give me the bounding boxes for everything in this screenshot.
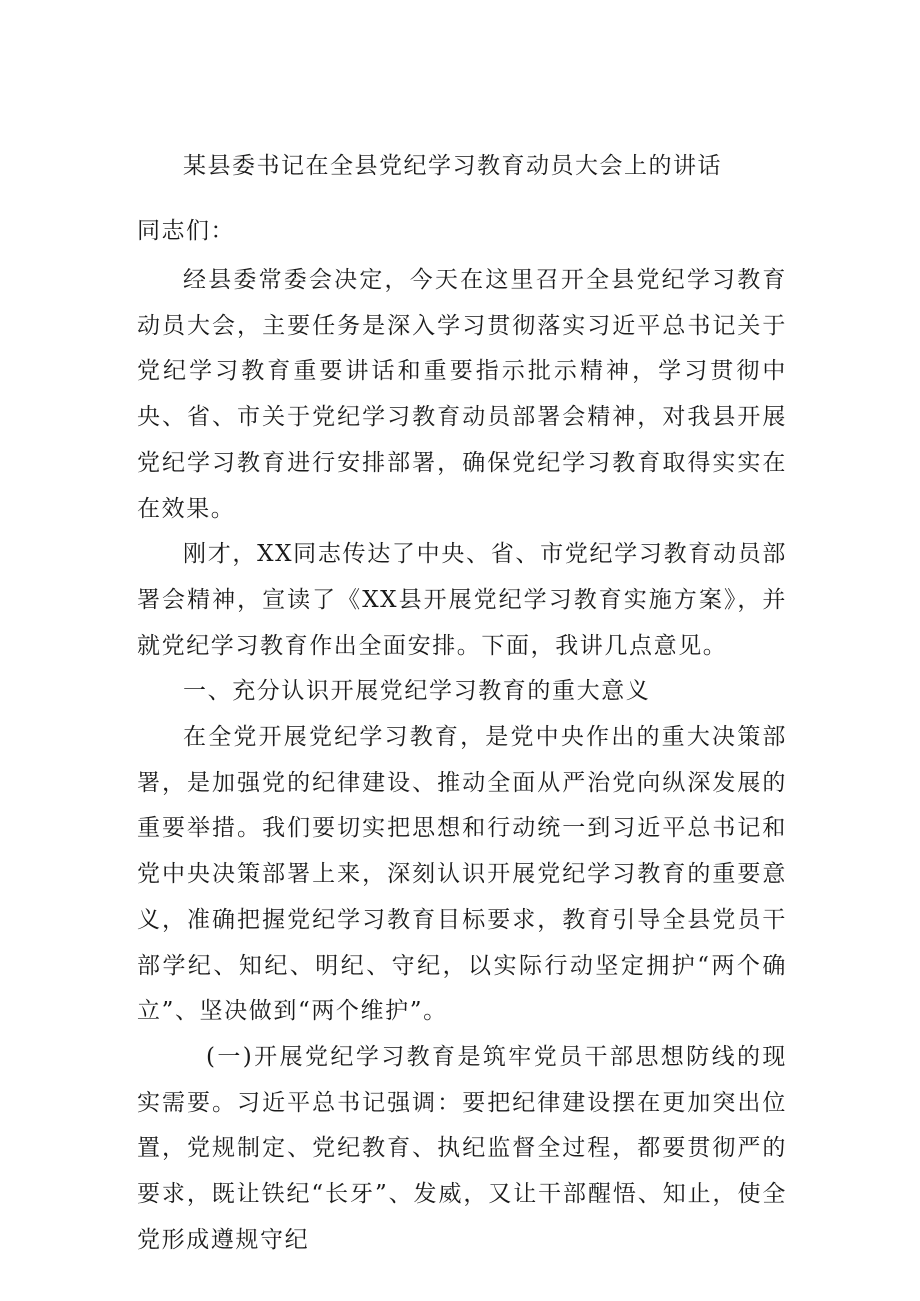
document-title: 某县委书记在全县党纪学习教育动员大会上的讲话 — [183, 153, 722, 179]
document-body — [137, 258, 787, 1263]
paragraph-transition: 刚才，XX同志传达了中央、省、市党纪学习教育动员部署会精神，宣读了《XX县开展党纪学习教育实施方案》，并就党纪学习教育作出全面安排。下面，我讲几点意见。 — [137, 541, 787, 659]
section-heading-1: 一、充分认识开展党纪学习教育的重大意义 — [183, 678, 651, 705]
paragraph-intro: 经县委常委会决定，今天在这里召开全县党纪学习教育动员大会，主要任务是深入学习贯彻落实习近平总书记关于党纪学习教育重要讲话和重要指示批示精神，学习贯彻中央、省、市关于党纪学习教育动员部署会精神，对我县开展党纪学习教育进行安排部署，确保党纪学习教育取得实实在在效果。 — [137, 267, 787, 522]
subsection-1: (一)开展党纪学习教育是筑牢党员干部思想防线的现实需要。习近平总书记强调：要把纪律建设摆在更加突出位置，党规制定、党纪教育、执纪监督全过程，都要贯彻严的要求，既让铁纪“长牙”、发威，又让干部醒悟、知止，使全党形成遵规守纪 — [137, 1043, 787, 1253]
salutation: 同志们： — [137, 218, 235, 244]
paragraph-significance: 在全党开展党纪学习教育，是党中央作出的重大决策部署，是加强党的纪律建设、推动全面从严治党向纵深发展的重要举措。我们要切实把思想和行动统一到习近平总书记和党中央决策部署上来，深刻认识开展党纪学习教育的重要意义，准确把握党纪学习教育目标要求，教育引导全县党员干部学纪、知纪、明纪、守纪，以实际行动坚定拥护“两个确立”、坚决做到“两个维护”。 — [137, 724, 787, 1025]
